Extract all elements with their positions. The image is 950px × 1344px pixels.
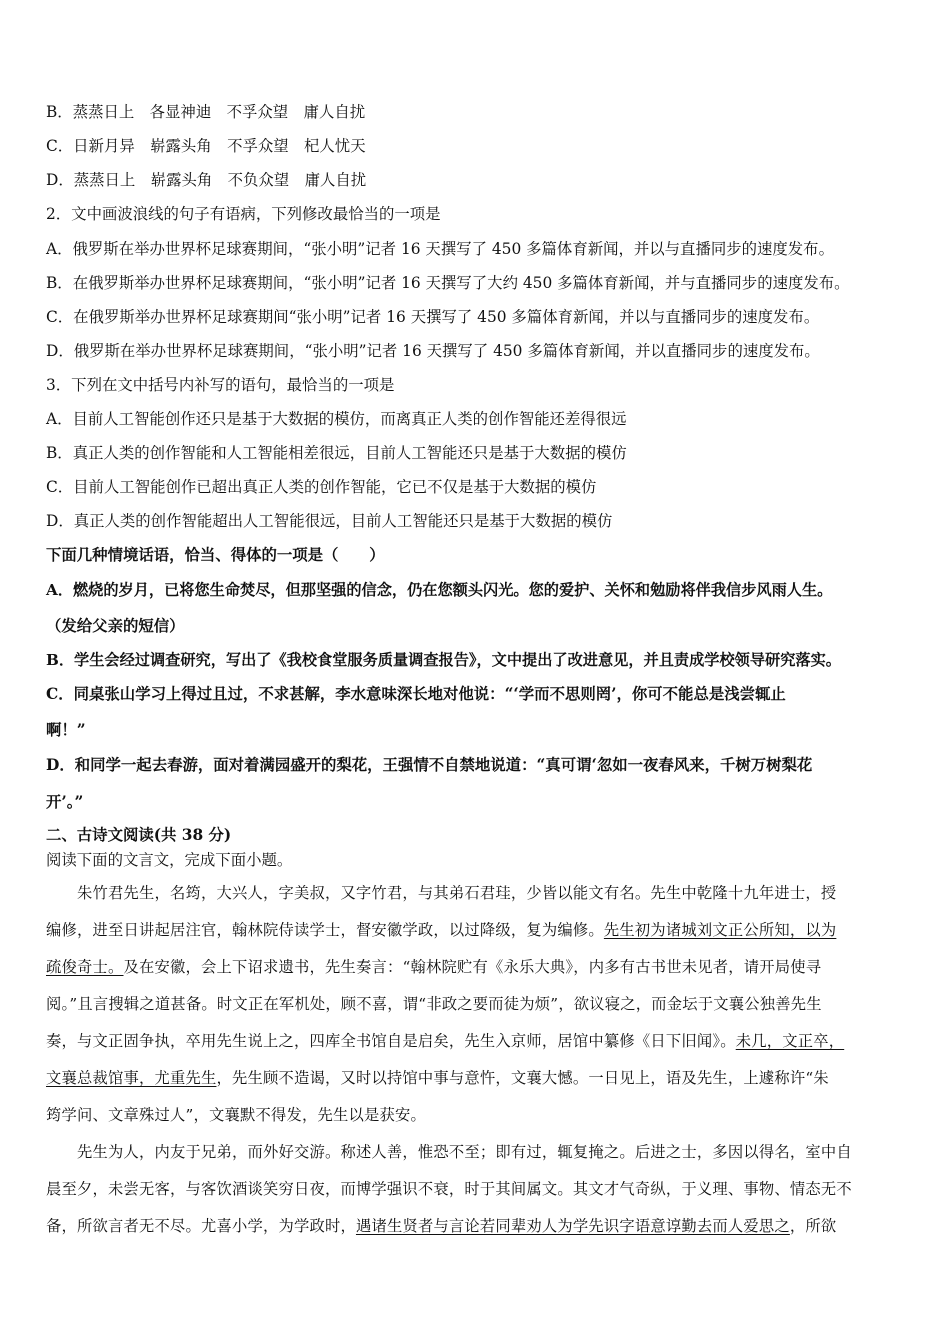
q3-option-c: C．目前人工智能创作已超出真正人类的创作智能，它已不仅是基于大数据的模仿 [46,478,597,496]
q3-option-a: A．目前人工智能创作还只是基于大数据的模仿，而离真正人类的创作智能还差得很远 [46,410,627,428]
passage-line: 先生为人，内友于兄弟，而外好交游。称述人善，惟恐不至；即有过，辄复掩之。后进之士，多因以得名，室中自 [46,1143,852,1161]
q1-option-b: B．蒸蒸日上 各显神迪 不孚众望 庸人自扰 [46,103,366,121]
q4-option-a: A．燃烧的岁月，已将您生命焚尽，但那坚强的信念，仍在您额头闪光。您的爱护、关怀和勉励将伴我信步风雨人生。 [46,581,833,599]
q1-option-c: C．日新月异 崭露头角 不孚众望 杞人忧天 [46,137,366,155]
passage-line [46,1216,836,1236]
q4-option-d-cont: 开’。” [46,793,84,811]
section-heading: 二、古诗文阅读(共 38 分) [46,826,232,844]
passage-text: 备，所欲言者无不尽。尤喜小学，为学政时， [46,1217,356,1235]
passage-line [46,1068,829,1088]
q3-option-b: B．真正人类的创作智能和人工智能相差很远，目前人工智能还只是基于大数据的模仿 [46,444,627,462]
q4-option-d: D．和同学一起去春游，面对着满园盛开的梨花，王强情不自禁地说道：“真可谓‘忽如一夜春风来，千树万树梨花 [46,756,813,774]
q3-option-d: D．真正人类的创作智能超出人工智能很远，目前人工智能还只是基于大数据的模仿 [46,512,613,530]
q4-option-c-cont: 啊！” [46,721,86,739]
underlined-sentence: 文襄总裁馆事，尤重先生 [46,1069,217,1087]
q2-option-d: D．俄罗斯在举办世界杯足球赛期间，“张小明”记者 16 天撰写了 450 多篇体育新闻，并以直播同步的速度发布。 [46,342,820,360]
q2-option-b: B．在俄罗斯举办世界杯足球赛期间，“张小明”记者 16 天撰写了大约 450 多篇体育新闻，并与直播同步的速度发布。 [46,274,850,292]
passage-line: 筠学问、文章殊过人”，文襄默不得发，先生以是获安。 [46,1106,426,1124]
passage-line [46,920,836,940]
passage-text: 及在安徽，会上下诏求遗书，先生奏言：“翰林院贮有《永乐大典》，内多有古书世未见者，请开局使寻 [123,958,822,976]
passage-text: 奏，与文正固争执，卒用先生说上之，四库全书馆自是启矣，先生入京师，居馆中纂修《日下旧闻》。 [46,1032,736,1050]
q3-stem: 3．下列在文中括号内补写的语句，最恰当的一项是 [46,376,395,394]
passage-line [46,957,821,977]
passage-text: ，所欲 [789,1217,837,1235]
q4-option-b: B．学生会经过调查研究，写出了《我校食堂服务质量调查报告》，文中提出了改进意见，并且责成学校领导研究落实。 [46,651,841,669]
passage-text: 编修，进至日讲起居注官，翰林院侍读学士，督安徽学政，以过降级，复为编修。 [46,921,604,939]
passage-text: ，先生顾不造谒，又时以持馆中事与意忤，文襄大憾。一日见上，语及先生，上遽称许“朱 [216,1069,829,1087]
underlined-sentence: 先生初为诸城刘文正公所知，以为 [603,921,837,939]
passage-line: 阅。”且言搜辑之道甚备。时文正在军机处，顾不喜，谓“非政之要而徒为烦”，欲议寝之，而金坛于文襄公独善先生 [46,995,822,1013]
section-instruction: 阅读下面的文言文，完成下面小题。 [46,851,293,869]
q2-option-c: C．在俄罗斯举办世界杯足球赛期间“张小明”记者 16 天撰写了 450 多篇体育新闻，并以与直播同步的速度发布。 [46,308,820,326]
q2-stem: 2．文中画波浪线的句子有语病，下列修改最恰当的一项是 [46,205,441,223]
q4-option-a-note: （发给父亲的短信） [46,617,185,635]
passage-line [46,1031,844,1051]
q1-option-d: D．蒸蒸日上 崭露头角 不负众望 庸人自扰 [46,171,367,189]
q4-stem: 下面几种情境话语，恰当、得体的一项是（ ） [46,546,385,564]
passage-line: 晨至夕，未尝无客，与客饮酒谈笑穷日夜，而博学强识不衰，时于其间属文。其文才气奇纵，于义理、事物、情态无不 [46,1180,852,1198]
underlined-sentence: 未几，文正卒， [735,1032,845,1050]
underlined-sentence: 遇诸生贤者与言论若同辈劝人为学先识字语意谆勤去而人爱思之 [355,1217,790,1235]
passage-line: 朱竹君先生，名筠，大兴人，字美叔，又字竹君，与其弟石君珪，少皆以能文有名。先生中乾隆十九年进士，授 [46,884,837,902]
q4-option-c: C．同桌张山学习上得过且过，不求甚解，李水意味深长地对他说：“‘学而不思则罔’，你可不能总是浅尝辄止 [46,685,786,703]
underlined-sentence: 疏俊奇士。 [46,958,124,976]
q2-option-a: A．俄罗斯在举办世界杯足球赛期间，“张小明”记者 16 天撰写了 450 多篇体育新闻，并以与直播同步的速度发布。 [46,240,834,258]
